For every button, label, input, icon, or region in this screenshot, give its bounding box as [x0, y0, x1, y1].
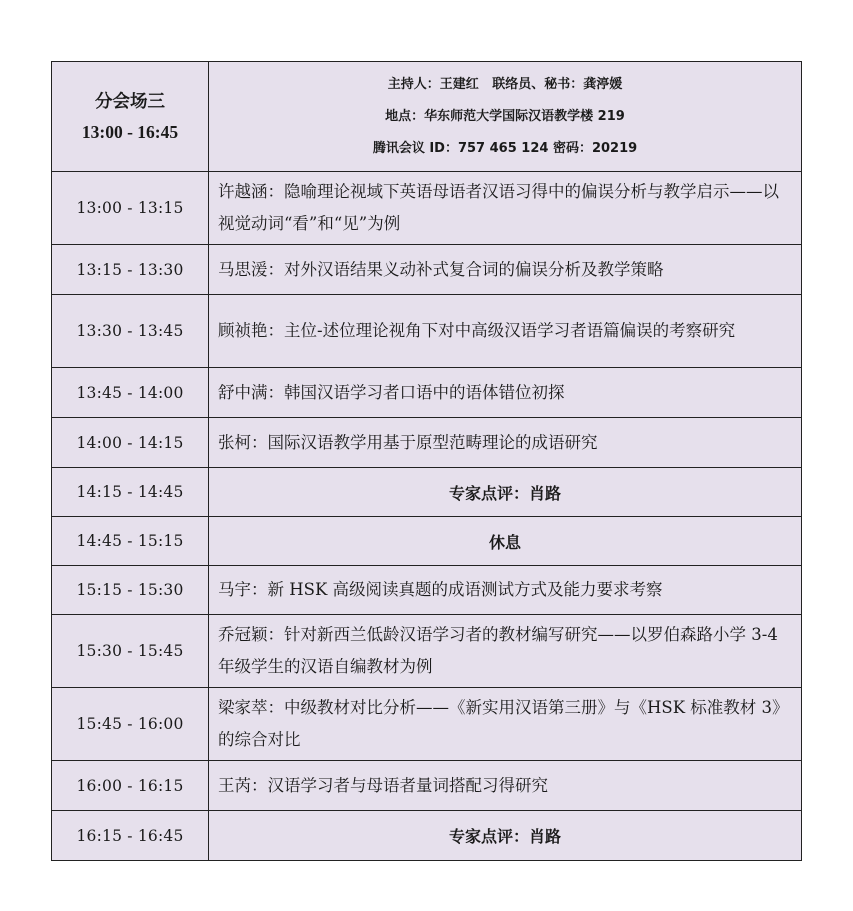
- session-venue-cell: [52, 62, 209, 172]
- table-row: [52, 566, 802, 615]
- location-line: 地点：华东师范大学国际汉语教学楼 219: [385, 108, 625, 124]
- expert-review: 专家点评：肖路: [209, 468, 802, 517]
- time-slot: 15:30 - 15:45: [52, 615, 209, 688]
- table-row: [52, 517, 802, 566]
- presentation-title: 顾祯艳：主位-述位理论视角下对中高级汉语学习者语篇偏误的考察研究: [209, 295, 802, 368]
- meeting-line: 腾讯会议 ID：757 465 124 密码：20219: [372, 140, 638, 156]
- session-info-cell: [209, 62, 802, 172]
- session-time-range: 13:00 - 16:45: [81, 121, 179, 142]
- session-venue: 分会场三: [95, 91, 165, 112]
- table-row: [52, 688, 802, 761]
- time-slot: 16:15 - 16:45: [52, 811, 209, 861]
- time-slot: 14:00 - 14:15: [52, 418, 209, 468]
- table-row: [52, 418, 802, 468]
- time-slot: 13:45 - 14:00: [52, 368, 209, 418]
- table-row: [52, 368, 802, 418]
- presentation-title: 张柯：国际汉语教学用基于原型范畴理论的成语研究: [209, 418, 802, 468]
- time-slot: 13:15 - 13:30: [52, 245, 209, 295]
- time-slot: 14:15 - 14:45: [52, 468, 209, 517]
- table-row: [52, 615, 802, 688]
- table-row: [52, 811, 802, 861]
- presentation-title: 许越涵：隐喻理论视域下英语母语者汉语习得中的偏误分析与教学启示——以视觉动词“看”和“见”为例: [209, 172, 802, 245]
- session-schedule-table: [51, 61, 802, 861]
- time-slot: 15:45 - 16:00: [52, 688, 209, 761]
- presentation-title: 王芮：汉语学习者与母语者量词搭配习得研究: [209, 761, 802, 811]
- expert-review: 专家点评：肖路: [209, 811, 802, 861]
- presentation-title: 马宇：新 HSK 高级阅读真题的成语测试方式及能力要求考察: [209, 566, 802, 615]
- time-slot: 13:00 - 13:15: [52, 172, 209, 245]
- table-row: [52, 761, 802, 811]
- time-slot: 16:00 - 16:15: [52, 761, 209, 811]
- table-row: [52, 468, 802, 517]
- session-header-row: [52, 62, 802, 172]
- table-row: [52, 295, 802, 368]
- presentation-title: 梁家萃：中级教材对比分析——《新实用汉语第三册》与《HSK 标准教材 3》的综合对比: [209, 688, 802, 761]
- time-slot: 13:30 - 13:45: [52, 295, 209, 368]
- table-row: [52, 172, 802, 245]
- presentation-title: 舒中满：韩国汉语学习者口语中的语体错位初探: [209, 368, 802, 418]
- time-slot: 14:45 - 15:15: [52, 517, 209, 566]
- presentation-title: 乔冠颖：针对新西兰低龄汉语学习者的教材编写研究——以罗伯森路小学 3-4 年级学生的汉语自编教材为例: [209, 615, 802, 688]
- table-row: [52, 245, 802, 295]
- time-slot: 15:15 - 15:30: [52, 566, 209, 615]
- break-label: 休息: [209, 517, 802, 566]
- presentation-title: 马思湲：对外汉语结果义动补式复合词的偏误分析及教学策略: [209, 245, 802, 295]
- host-line: 主持人：王建红 联络员、秘书：龚渟媛: [387, 76, 623, 92]
